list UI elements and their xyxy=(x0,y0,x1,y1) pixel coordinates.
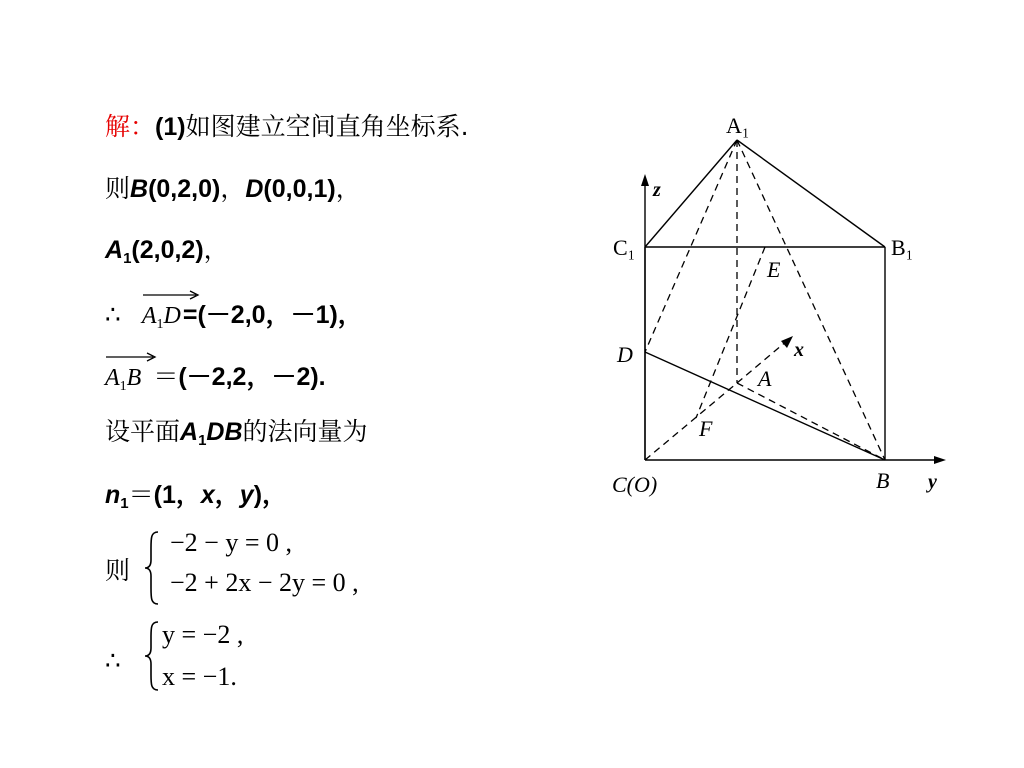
point-d-label: D xyxy=(245,175,264,203)
line6-text2: 的法向量为 xyxy=(242,417,368,446)
y-axis-arrow-icon xyxy=(934,456,946,464)
vector-a1d-value: (－2,0，－1)， xyxy=(197,301,363,329)
line2-sep: ， xyxy=(220,174,246,203)
system2-eq2: x = −1. xyxy=(162,662,237,691)
dashed-c-a xyxy=(645,383,737,460)
dashed-a1-b xyxy=(737,140,885,460)
plane-a1-label: A xyxy=(180,418,199,446)
line1-text: 如图建立空间直角坐标系. xyxy=(185,112,469,141)
brace-icon xyxy=(143,620,161,692)
z-axis-arrow-icon xyxy=(641,174,649,186)
solution-line-2 xyxy=(105,173,361,205)
label-z-axis: z xyxy=(653,179,661,201)
vector-a1b-value: (－2,2，－2). xyxy=(178,363,326,391)
dashed-a-b xyxy=(737,383,885,460)
label-a1: A₁ xyxy=(726,113,750,138)
label-c-o: C(O) xyxy=(612,472,658,497)
label-a: A xyxy=(758,366,772,391)
point-b-label: B xyxy=(130,175,149,203)
normal-value-open: (1， xyxy=(153,481,201,509)
plane-db-label: DB xyxy=(206,418,243,446)
dashed-a1-d xyxy=(645,140,737,352)
geometry-figure xyxy=(600,105,960,505)
normal-n-label: n xyxy=(105,481,121,509)
solution-line-5 xyxy=(105,356,326,394)
solution-line-4 xyxy=(105,294,363,332)
label-y-axis: y xyxy=(928,471,937,493)
edge-a1-b1 xyxy=(737,140,885,247)
label-b: B xyxy=(876,468,890,493)
brace-icon xyxy=(143,530,161,606)
point-b-coord: (0,2,0) xyxy=(148,175,221,203)
dashed-e-f xyxy=(696,247,765,418)
solution-line-7: $n_1=(1$，x，y)， xyxy=(105,480,288,512)
solution-line-3 xyxy=(105,234,229,266)
vector-arrow-icon xyxy=(142,290,200,300)
vector-a1b: $A_1B$ xyxy=(105,356,141,394)
line6-text1: 设平面 xyxy=(105,417,181,446)
x-axis-arrow-icon xyxy=(781,336,793,348)
system1-eq1: −2 − y = 0 , xyxy=(170,528,292,557)
label-d: D xyxy=(617,342,633,367)
solution-line-8-prefix: 则 xyxy=(105,556,131,585)
system2-eq1: y = −2 , xyxy=(162,620,244,649)
label-x-axis: x xyxy=(794,339,804,361)
vector-a1d: $A_1D$ xyxy=(142,294,181,332)
label-c1: C₁ xyxy=(613,235,636,260)
equals-sign: = xyxy=(182,301,198,329)
line3-end: ， xyxy=(203,235,229,264)
solution-line-9-prefix: ∴ xyxy=(105,646,121,675)
label-b1: B₁ xyxy=(891,235,914,260)
equals-sign: ＝ xyxy=(128,480,154,509)
system1-eq2: −2 + 2x − 2y = 0 , xyxy=(170,568,359,597)
point-d-coord: (0,0,1) xyxy=(263,175,336,203)
equals-sign: ＝ xyxy=(153,362,179,391)
solution-line-1 xyxy=(105,111,469,143)
part-number: (1) xyxy=(155,113,186,141)
label-e: E xyxy=(767,257,781,282)
solution-line-6: 设平面$A_1DB$的法向量为 xyxy=(105,417,368,449)
solution-label: 解： xyxy=(105,112,156,141)
point-a1-label: A xyxy=(105,236,124,264)
point-a1-sub: 1 xyxy=(123,250,132,267)
line2-end: ， xyxy=(335,174,361,203)
label-f: F xyxy=(699,416,713,441)
vector-arrow-icon xyxy=(105,352,157,362)
point-a1-coord: (2,0,2) xyxy=(131,236,204,264)
line2-prefix: 则 xyxy=(105,174,131,203)
therefore-symbol: ∴ xyxy=(105,300,121,329)
